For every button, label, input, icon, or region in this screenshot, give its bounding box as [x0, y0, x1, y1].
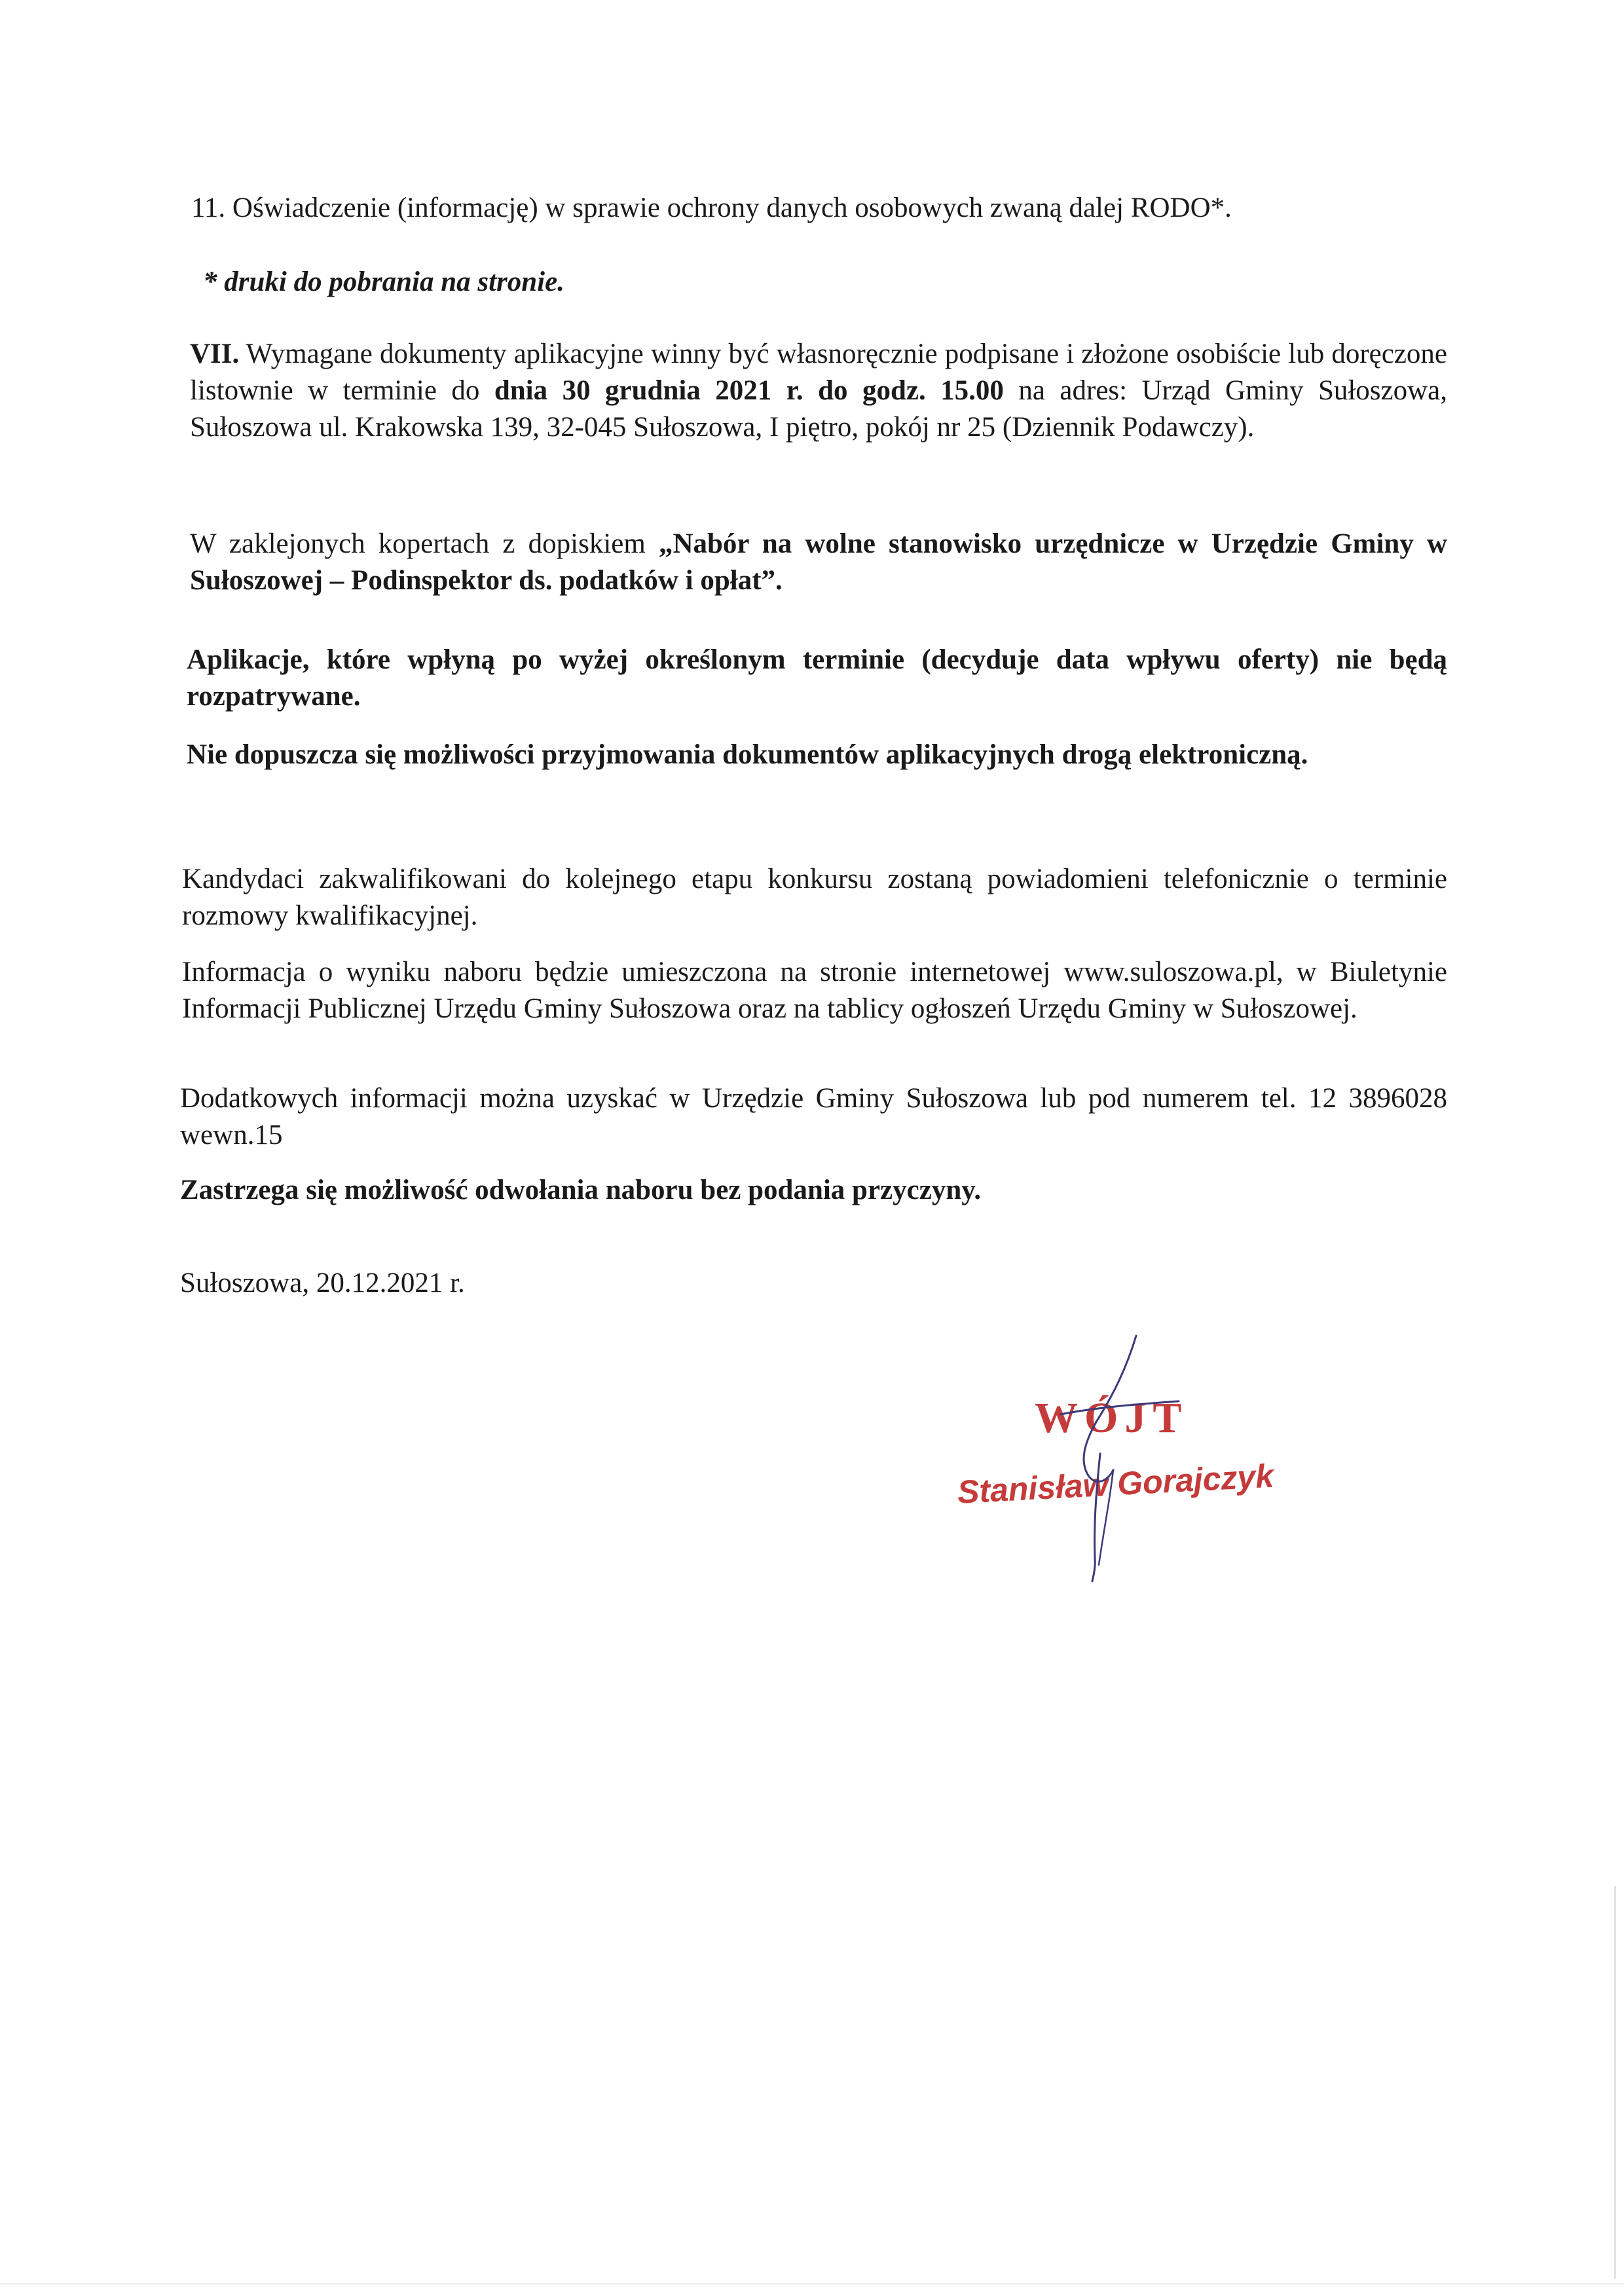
deadline-text: dnia 30 grudnia 2021 r. do godz. 15.00 — [494, 375, 1004, 406]
no-electronic-notice: Nie dopuszcza się możliwości przyjmowania dokumentów aplikacyjnych drogą elektroniczną. — [187, 739, 1308, 770]
envelope-label: „Nabór na wolne stanowisko urzędnicze w Urzędzie Gminy w Sułoszowej – Podinspektor ds. podatków i opłat”. — [190, 528, 1448, 596]
candidates-paragraph: Kandydaci zakwalifikowani do kolejnego etapu konkursu zostaną powiadomieni telefonicznie o terminie rozmowy kwalifikacyjnej. — [182, 864, 1447, 931]
result-info-paragraph: Informacja o wyniku naboru będzie umieszczona na stronie internetowej www.suloszowa.pl, w Biuletynie Informacji Publicznej Urzędu Gminy Sułoszowa oraz na tablicy ogłoszeń Urzędu Gminy w Sułoszowej. — [182, 957, 1447, 1024]
item-11-rodo: 11. Oświadczenie (informację) w sprawie ochrony danych osobowych zwaną dalej RODO*. — [191, 193, 1232, 223]
section-vii-paragraph — [190, 336, 1447, 446]
handwritten-signature — [1022, 1323, 1192, 1585]
reserve-notice: Zastrzega się możliwość odwołania naboru bez podania przyczyny. — [180, 1175, 982, 1205]
section-vii-text-2: na adres: Urząd Gminy Sułoszowa, Sułoszowa ul. Krakowska 139, 32-045 Sułoszowa, I piętro, pokój nr 25 (Dziennik Podawczy). — [190, 375, 1448, 443]
scan-edge-right — [1614, 1886, 1616, 2279]
stamp-title: WÓJT — [1035, 1394, 1189, 1442]
place-date: Sułoszowa, 20.12.2021 r. — [180, 1268, 465, 1298]
section-vii-text-1: Wymagane dokumenty aplikacyjne winny być własnoręcznie podpisane i złożone osobiście lub doręczone listownie w terminie do — [190, 339, 1447, 406]
late-applications-notice: Aplikacje, które wpłyną po wyżej określonym terminie (decyduje data wpływu oferty) nie będą rozpatrywane. — [187, 644, 1447, 712]
envelope-paragraph — [190, 526, 1447, 599]
scan-edge-bottom — [0, 2283, 1624, 2285]
section-number: VII. — [190, 339, 240, 369]
download-note: * druki do pobrania na stronie. — [203, 266, 564, 297]
envelope-text: W zaklejonych kopertach z dopiskiem — [190, 528, 646, 559]
stamp-name: Stanisław Gorajczyk — [956, 1457, 1275, 1511]
extra-info-paragraph: Dodatkowych informacji można uzyskać w Urzędzie Gminy Sułoszowa lub pod numerem tel. 12 3896028 wewn.15 — [180, 1083, 1447, 1150]
